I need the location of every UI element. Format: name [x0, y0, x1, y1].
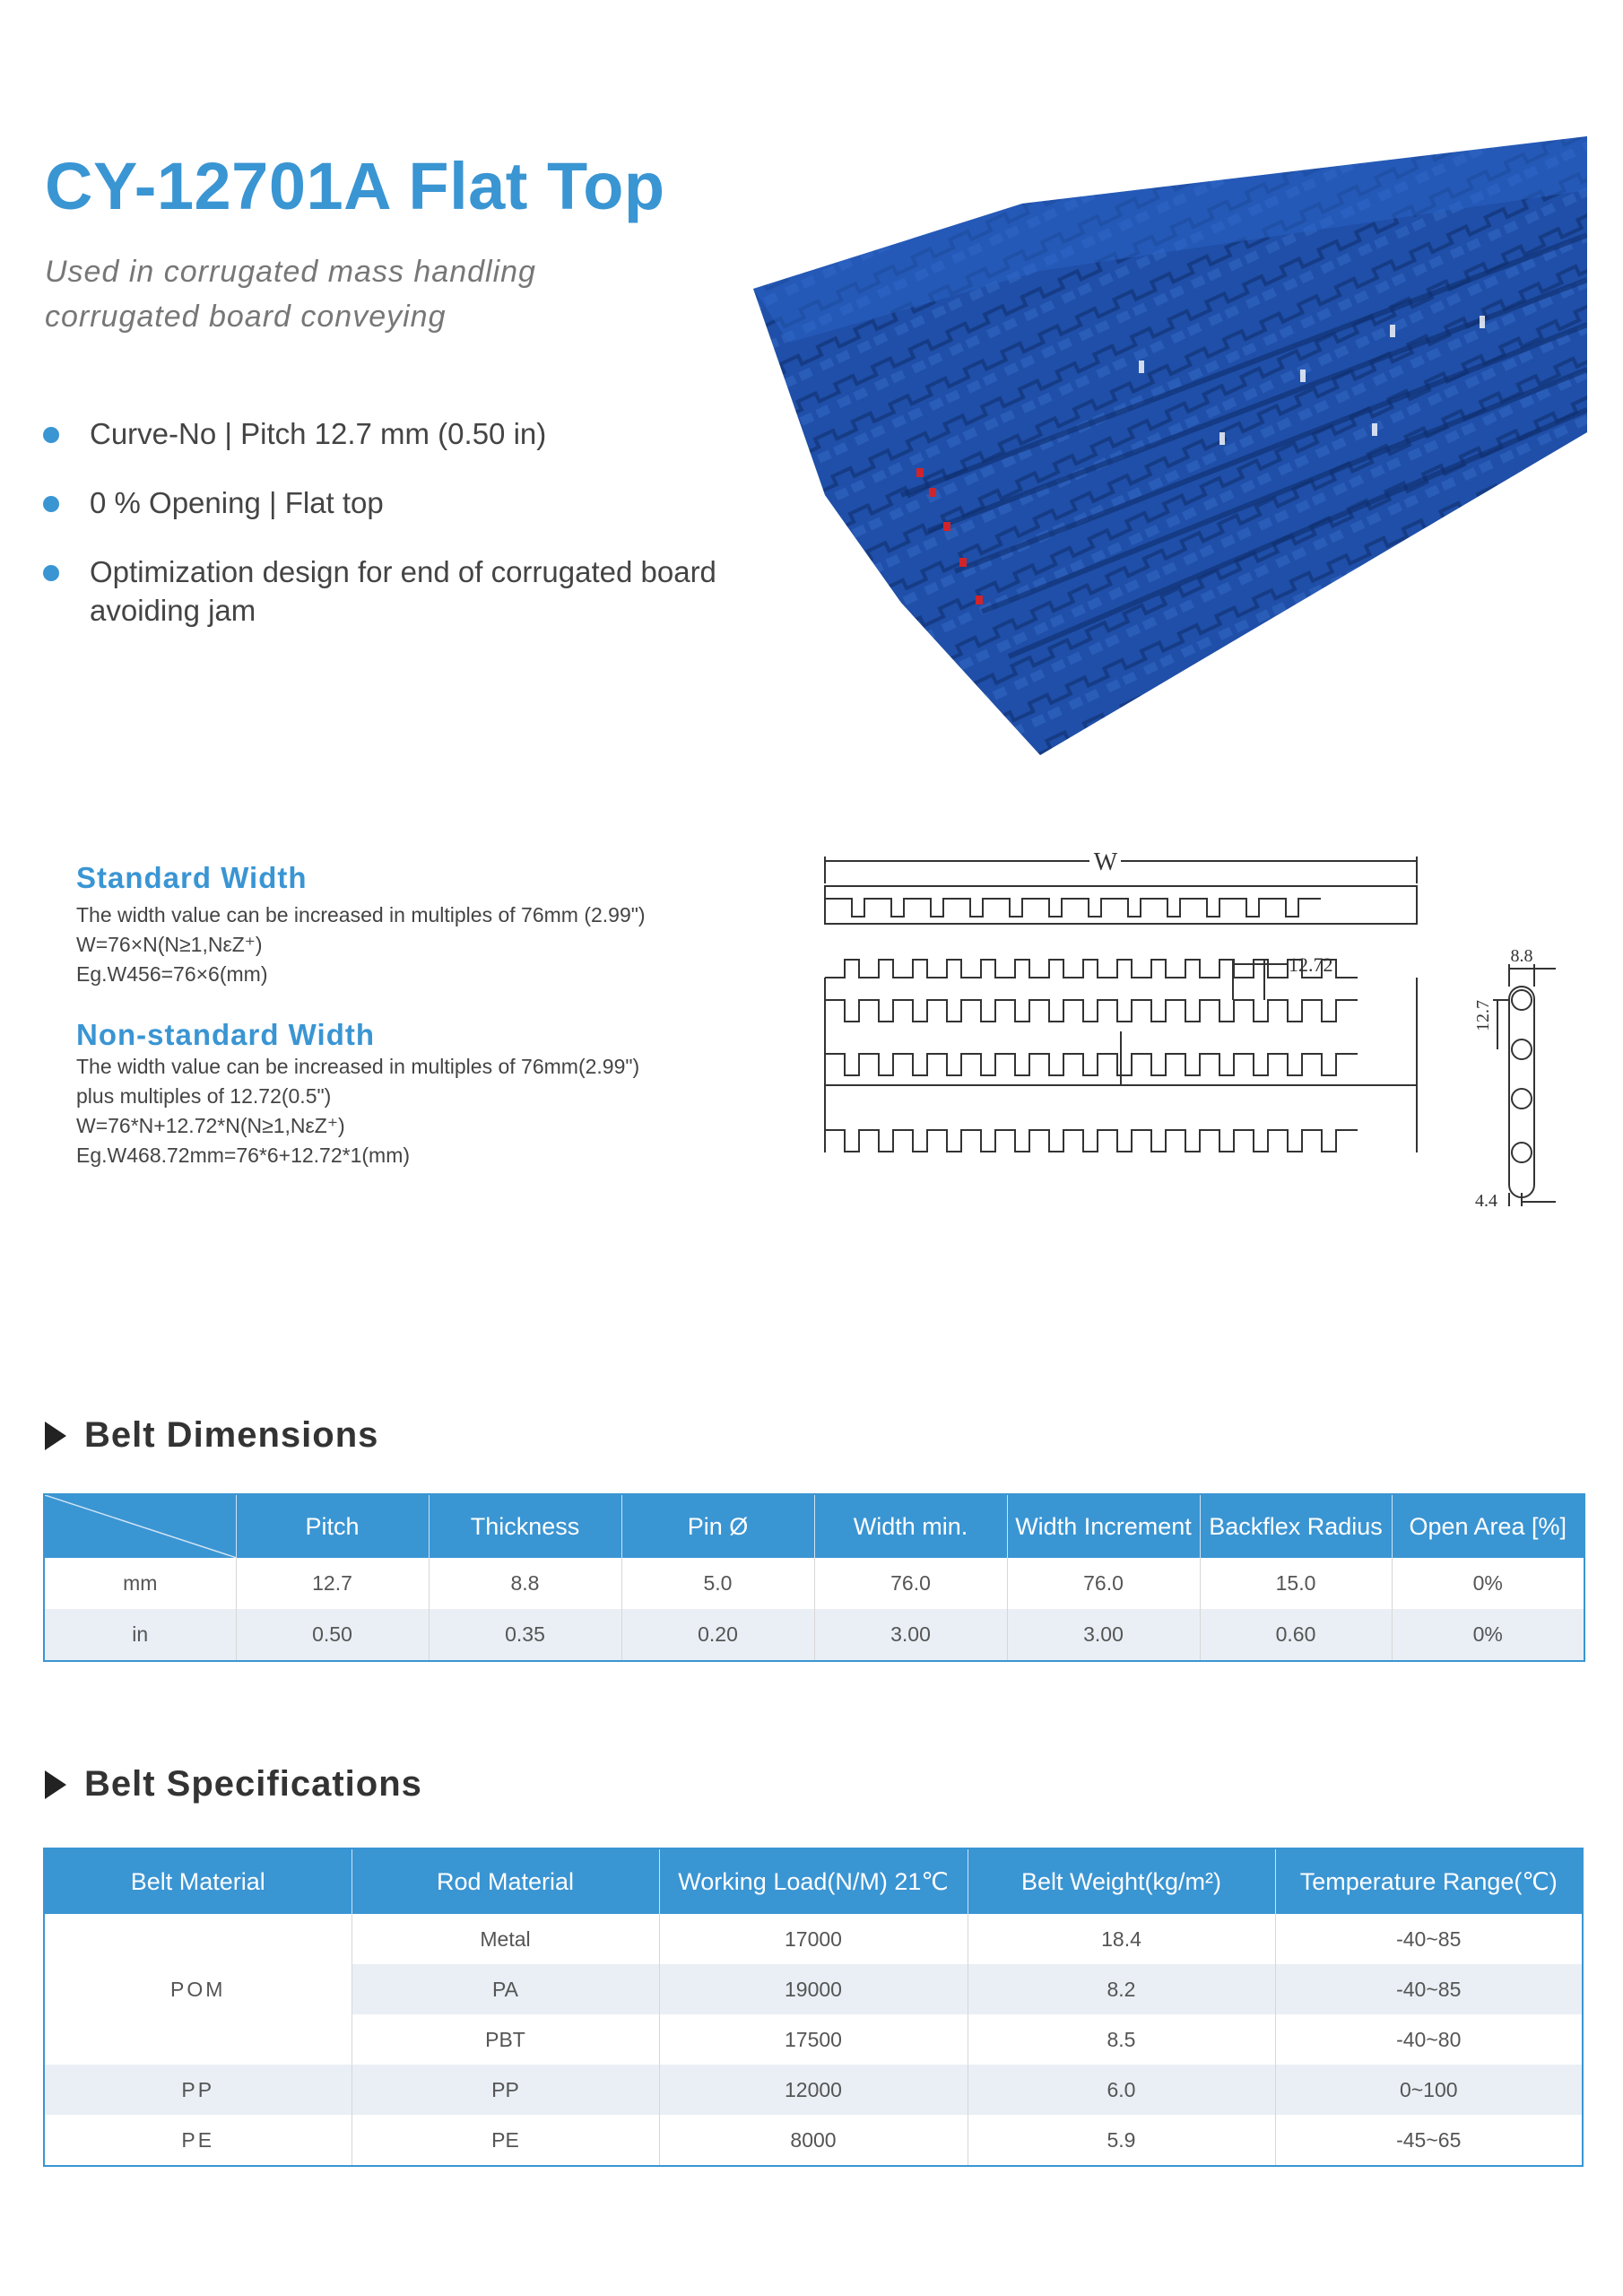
table-cell: 8.2 — [968, 1964, 1275, 2014]
nonstandard-width-block — [76, 1018, 776, 1170]
standard-width-heading: Standard Width — [76, 861, 308, 894]
width-dim-label: W — [1093, 848, 1118, 876]
belt-product-image — [753, 136, 1587, 755]
column-header: Rod Material — [352, 1848, 659, 1914]
table-cell: 3.00 — [814, 1609, 1007, 1661]
belt-specifications-heading — [45, 1764, 422, 1805]
table-cell: PE — [352, 2115, 659, 2166]
bullet-icon — [43, 427, 59, 443]
triangle-icon — [45, 1770, 66, 1799]
table-cell: 0.35 — [429, 1609, 621, 1661]
column-header: Belt Material — [44, 1848, 352, 1914]
table-cell: PP — [352, 2065, 659, 2115]
table-row — [44, 2115, 1583, 2166]
nonstandard-width-heading: Non-standard Width — [76, 1018, 375, 1051]
table-cell: 6.0 — [968, 2065, 1275, 2115]
table-cell: -40~80 — [1275, 2014, 1583, 2065]
table-cell: -45~65 — [1275, 2115, 1583, 2166]
column-header: Belt Weight(kg/m²) — [968, 1848, 1275, 1914]
side-pitch-dim-label: 12.7 — [1473, 1000, 1493, 1031]
belt-dimensions-table — [43, 1493, 1585, 1662]
diagonal-header-cell — [44, 1494, 236, 1558]
column-header: Open Area [%] — [1392, 1494, 1584, 1558]
table-cell: -40~85 — [1275, 1914, 1583, 1964]
table-row — [44, 1609, 1584, 1661]
table-cell: 17500 — [659, 2014, 968, 2065]
table-cell: 8.8 — [429, 1558, 621, 1609]
page-title: CY-12701A Flat Top — [45, 149, 665, 223]
thickness-dim-label: 8.8 — [1510, 946, 1533, 966]
table-cell: 5.9 — [968, 2115, 1275, 2166]
pin-dim-label: 4.4 — [1475, 1191, 1497, 1211]
note-line: The width value can be increased in multiples of 76mm(2.99") — [76, 1055, 640, 1078]
column-header: Backflex Radius — [1200, 1494, 1392, 1558]
column-header: Pitch — [236, 1494, 429, 1558]
feature-item — [43, 483, 725, 522]
note-line: The width value can be increased in multiples of 76mm (2.99") — [76, 903, 646, 926]
table-cell: 5.0 — [621, 1558, 814, 1609]
table-cell: 12.7 — [236, 1558, 429, 1609]
unit-cell: mm — [44, 1558, 236, 1609]
diagonal-line — [45, 1495, 237, 1558]
material-cell: PP — [44, 2065, 352, 2115]
table-cell: 0~100 — [1275, 2065, 1583, 2115]
table-header-row — [44, 1848, 1583, 1914]
feature-item — [43, 552, 717, 630]
belt-specifications-table — [43, 1848, 1584, 2167]
table-cell: 0% — [1392, 1609, 1584, 1661]
table-cell: -40~85 — [1275, 1964, 1583, 2014]
table-cell: 3.00 — [1007, 1609, 1200, 1661]
table-cell: 8.5 — [968, 2014, 1275, 2065]
table-row — [44, 1558, 1584, 1609]
triangle-icon — [45, 1422, 66, 1450]
table-cell: 17000 — [659, 1914, 968, 1964]
unit-cell: in — [44, 1609, 236, 1661]
table-cell: 0.60 — [1200, 1609, 1392, 1661]
table-header-row — [44, 1494, 1584, 1558]
technical-drawing — [812, 843, 1592, 1220]
subtitle-line-2: corrugated board conveying — [45, 300, 447, 334]
belt-dimensions-heading — [45, 1415, 378, 1456]
table-cell: 18.4 — [968, 1914, 1275, 1964]
column-header: Working Load(N/M) 21℃ — [659, 1848, 968, 1914]
table-cell: PBT — [352, 2014, 659, 2065]
table-row — [44, 2065, 1583, 2115]
pitch-dim-label: 12.72 — [1289, 953, 1333, 976]
material-cell: PE — [44, 2115, 352, 2166]
standard-width-block — [76, 861, 776, 989]
note-line: Eg.W456=76×6(mm) — [76, 962, 268, 986]
heading-text: Belt Dimensions — [84, 1415, 379, 1455]
note-line: Eg.W468.72mm=76*6+12.72*1(mm) — [76, 1144, 411, 1167]
table-cell: 76.0 — [814, 1558, 1007, 1609]
standard-width-notes — [76, 900, 776, 989]
column-header: Pin Ø — [621, 1494, 814, 1558]
table-cell: Metal — [352, 1914, 659, 1964]
heading-text: Belt Specifications — [84, 1764, 422, 1804]
feature-item — [43, 414, 725, 453]
feature-text: 0 % Opening | Flat top — [90, 486, 384, 519]
column-header: Width min. — [814, 1494, 1007, 1558]
table-cell: 15.0 — [1200, 1558, 1392, 1609]
table-cell: 12000 — [659, 2065, 968, 2115]
bullet-icon — [43, 565, 59, 581]
table-cell: 19000 — [659, 1964, 968, 2014]
column-header: Thickness — [429, 1494, 621, 1558]
table-cell: 0% — [1392, 1558, 1584, 1609]
column-header: Temperature Range(℃) — [1275, 1848, 1583, 1914]
subtitle — [45, 249, 536, 339]
note-line: W=76×N(N≥1,NεZ⁺) — [76, 933, 263, 956]
table-cell: 0.20 — [621, 1609, 814, 1661]
subtitle-line-1: Used in corrugated mass handling — [45, 255, 536, 289]
feature-text: Optimization design for end of corrugated board avoiding jam — [90, 555, 716, 627]
material-cell: POM — [44, 1914, 352, 2065]
note-line: W=76*N+12.72*N(N≥1,NεZ⁺) — [76, 1114, 345, 1137]
table-cell: 0.50 — [236, 1609, 429, 1661]
nonstandard-width-notes — [76, 1052, 776, 1170]
bullet-icon — [43, 496, 59, 512]
column-header: Width Increment — [1007, 1494, 1200, 1558]
feature-text: Curve-No | Pitch 12.7 mm (0.50 in) — [90, 417, 547, 450]
table-cell: 76.0 — [1007, 1558, 1200, 1609]
table-cell: 8000 — [659, 2115, 968, 2166]
table-row — [44, 1914, 1583, 1964]
note-line: plus multiples of 12.72(0.5") — [76, 1084, 332, 1108]
table-cell: PA — [352, 1964, 659, 2014]
feature-list — [43, 414, 725, 660]
